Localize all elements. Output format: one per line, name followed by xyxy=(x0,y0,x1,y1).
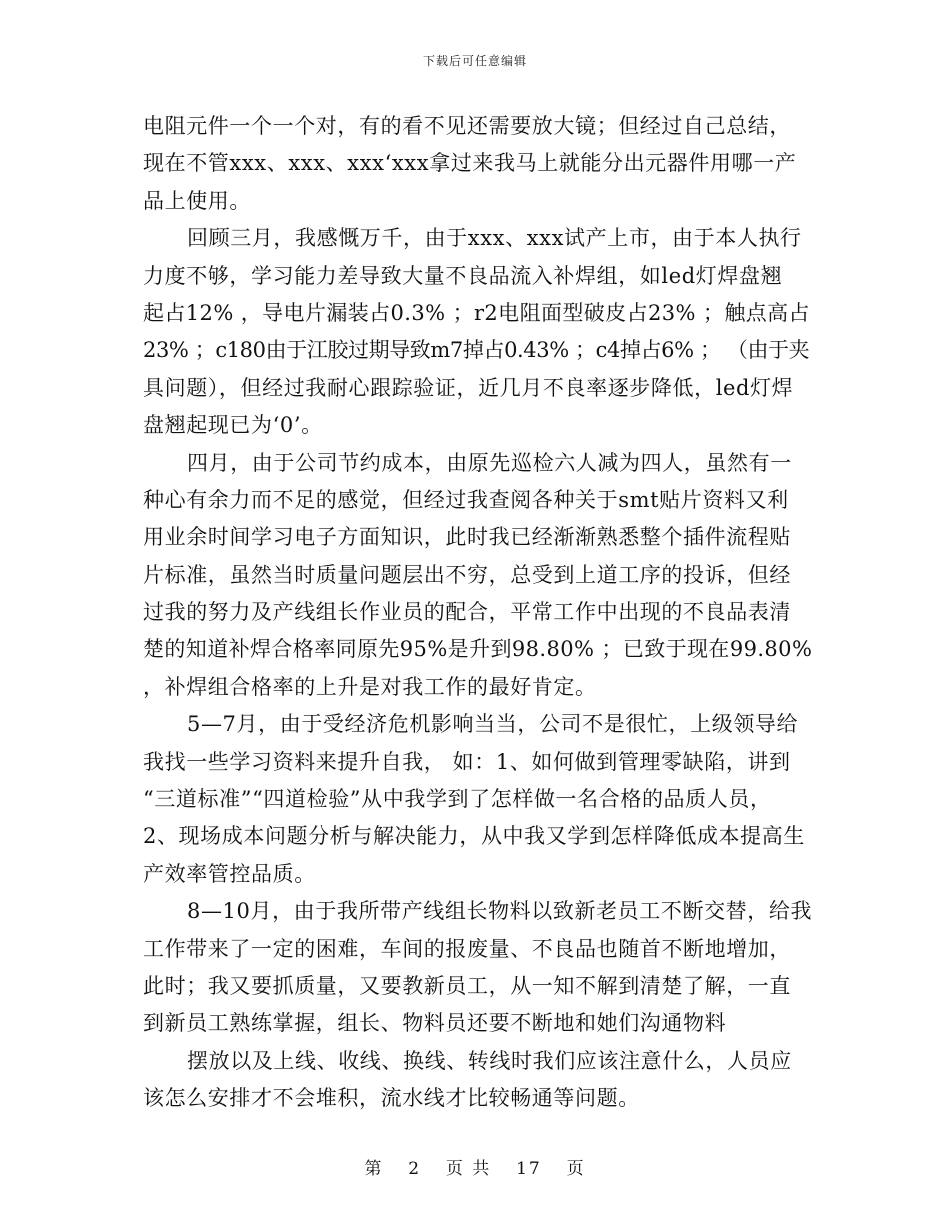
text-line: “三道标准”“四道检验”从中我学到了怎样做一名合格的品质人员， xyxy=(143,787,772,812)
page-footer xyxy=(0,1154,950,1179)
text-line: 回顾三月，我感慨万千，由于xxx、xxx试产上市，由于本人执行 xyxy=(187,226,802,251)
text-line: 种心有余力而不足的感觉，但经过我查阅各种关于smt贴片资料又利 xyxy=(143,487,789,512)
text-line: 23% ；c180由于江胶过期导致m7掉占0.43% ；c4掉占6% ； （由于夹 xyxy=(143,338,810,363)
text-line: 5—7月，由于受经济危机影响当当，公司不是很忙，上级领导给 xyxy=(187,712,799,737)
text-line: 工作带来了一定的困难，车间的报废量、不良品也随首不断地增加， xyxy=(143,936,791,961)
text-line: 8—10月，由于我所带产线组长物料以致新老员工不断交替，给我 xyxy=(187,899,813,924)
footer-middle: 页 共 xyxy=(445,1159,492,1179)
text-line: 片标准，虽然当时质量问题层出不穷，总受到上道工序的投诉，但经 xyxy=(143,562,791,587)
text-line: 产效率管控品质。 xyxy=(143,861,316,886)
text-line: 力度不够，学习能力差导致大量不良品流入补焊组，如led灯焊盘翘 xyxy=(143,263,783,288)
footer-prefix: 第 xyxy=(364,1159,384,1179)
text-line: 该怎么安排才不会堆积，流水线才比较畅通等问题。 xyxy=(143,1086,640,1111)
footer-suffix: 页 xyxy=(566,1159,586,1179)
page-header: 下载后可任意编辑 xyxy=(422,54,527,68)
text-line: 用业余时间学习电子方面知识，此时我已经渐渐熟悉整个插件流程贴 xyxy=(143,525,791,550)
footer-total-pages: 17 xyxy=(516,1159,542,1179)
text-line: 具问题），但经过我耐心跟踪验证，近几月不良率逐步降低，led灯焊 xyxy=(143,375,794,400)
text-line: 现在不管xxx、xxx、xxx‘xxx拿过来我马上就能分出元器件用哪一产 xyxy=(143,151,797,176)
body-text xyxy=(143,108,815,1118)
footer-page-number: 2 xyxy=(408,1159,422,1179)
text-line: 四月，由于公司节约成本，由原先巡检六人减为四人，虽然有一 xyxy=(187,450,792,475)
text-line: 我找一些学习资料来提升自我， 如：1、如何做到管理零缺陷，讲到 xyxy=(143,749,791,774)
text-line: ，补焊组合格率的上升是对我工作的最好肯定。 xyxy=(143,674,597,699)
text-line: 过我的努力及产线组长作业员的配合，平常工作中出现的不良品表清 xyxy=(143,600,791,625)
text-line: 摆放以及上线、收线、换线、转线时我们应该注意什么，人员应 xyxy=(187,1048,792,1073)
text-line: 楚的知道补焊合格率同原先95%是升到98.80% ；已致于现在99.80% xyxy=(143,637,813,662)
text-line: 品上使用。 xyxy=(143,188,251,213)
text-line: 此时；我又要抓质量，又要教新员工，从一知不解到清楚了解，一直 xyxy=(143,973,791,998)
text-line: 电阻元件一个一个对，有的看不见还需要放大镜；但经过自己总结， xyxy=(143,114,791,138)
text-line: 2、现场成本问题分析与解决能力，从中我又学到怎样降低成本提高生 xyxy=(143,824,805,849)
text-line: 到新员工熟练掌握，组长、物料员还要不断地和她们沟通物料 xyxy=(143,1011,727,1036)
text-line: 起占12% ，导电片漏装占0.3% ；r2电阻面型破皮占23% ；触点高占 xyxy=(143,300,810,325)
text-line: 盘翘起现已为‘0’。 xyxy=(143,413,323,438)
